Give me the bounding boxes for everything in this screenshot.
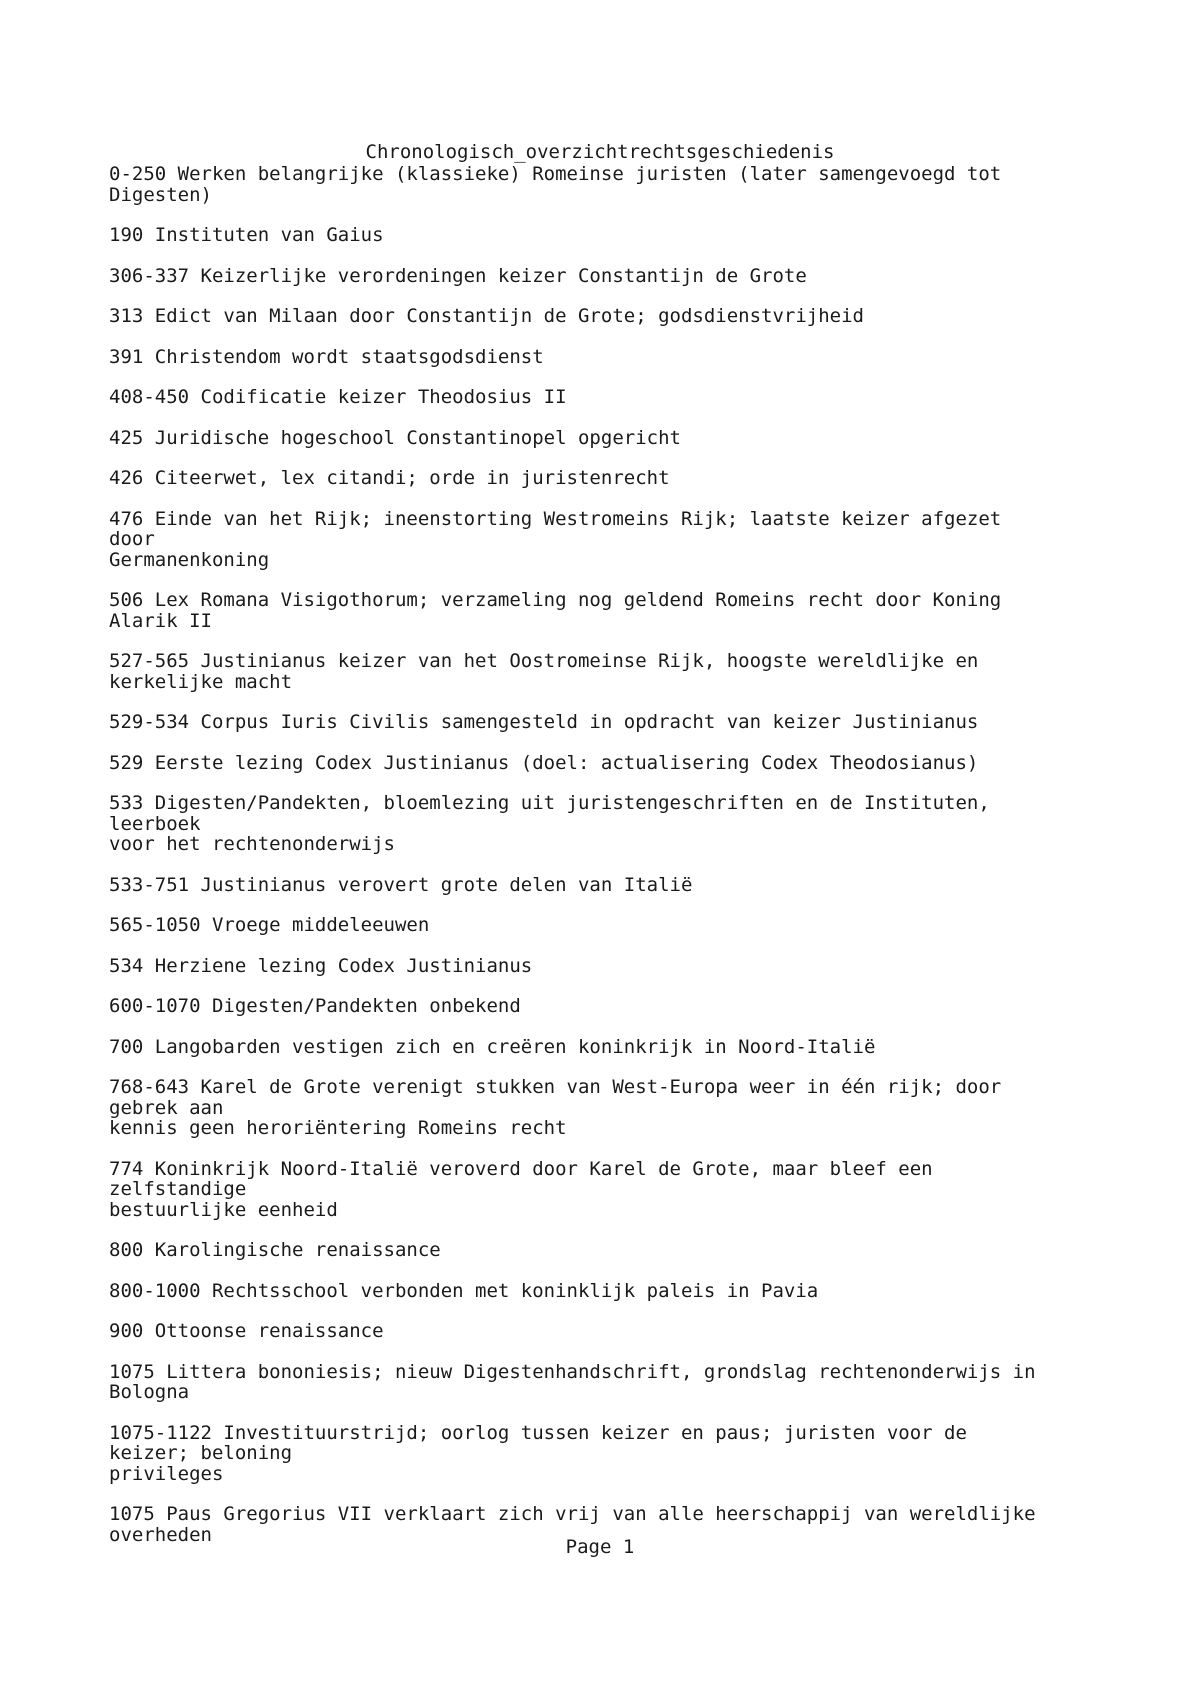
timeline-entry	[109, 266, 1119, 287]
timeline-entry	[109, 590, 1119, 631]
entry-line: overheden	[109, 1523, 212, 1546]
entry-line: 527-565 Justinianus keizer van het Oostromeinse Rijk, hoogste wereldlijke en	[109, 650, 979, 672]
entry-line: 800 Karolingische renaissance	[109, 1239, 441, 1261]
timeline-entry	[109, 387, 1119, 408]
document-title: Chronologisch_overzichtrechtsgeschiedenis	[365, 141, 835, 163]
entry-line: door	[109, 528, 155, 550]
entry-line: Bologna	[109, 1381, 190, 1403]
timeline-entry	[109, 1240, 1119, 1261]
timeline-entry	[109, 996, 1119, 1017]
entry-line: kennis geen heroriëntering Romeins recht	[109, 1117, 567, 1139]
timeline-entry	[109, 1423, 1119, 1485]
entry-line: 408-450 Codificatie keizer Theodosius II	[109, 386, 567, 408]
entry-line: 506 Lex Romana Visigothorum; verzameling nog geldend Romeins recht door Koning	[109, 589, 1002, 611]
entry-line: 700 Langobarden vestigen zich en creëren koninkrijk in Noord-Italië	[109, 1035, 876, 1058]
entry-line: 1075-1122 Investituurstrijd; oorlog tussen keizer en paus; juristen voor de	[109, 1421, 967, 1444]
entry-line: 1075 Paus Gregorius VII verklaart zich vrij van alle heerschappij van wereldlijke	[109, 1503, 1036, 1525]
timeline-entry	[109, 164, 1119, 205]
entry-line: 533 Digesten/Pandekten, bloemlezing uit juristengeschriften en de Instituten,	[109, 792, 990, 814]
timeline-entry	[109, 428, 1119, 449]
timeline-entry	[109, 915, 1119, 936]
entry-line: 426 Citeerwet, lex citandi; orde in juristenrecht	[109, 467, 670, 489]
timeline-entry	[109, 509, 1119, 571]
timeline-entry	[109, 793, 1119, 855]
entry-line: 533-751 Justinianus verovert grote delen van Italië	[109, 873, 693, 896]
entry-line: Digesten)	[109, 183, 212, 206]
timeline-entry	[109, 753, 1119, 774]
timeline-entry	[109, 225, 1119, 246]
timeline-entry	[109, 1362, 1119, 1403]
entry-line: kerkelijke macht	[109, 670, 293, 693]
timeline-entry	[109, 1281, 1119, 1302]
timeline-entry	[109, 1321, 1119, 1342]
entry-line: 306-337 Keizerlijke verordeningen keizer Constantijn de Grote	[109, 264, 807, 287]
entry-line: 800-1000 Rechtsschool verbonden met koninklijk paleis in Pavia	[109, 1279, 819, 1302]
entry-line: 565-1050 Vroege middeleeuwen	[109, 914, 430, 936]
entry-line: bestuurlijke eenheid	[109, 1198, 338, 1221]
entry-line: Germanenkoning	[109, 548, 270, 571]
timeline-entries	[109, 164, 1119, 1565]
entry-line: privileges	[109, 1462, 224, 1485]
entry-line: keizer; beloning	[109, 1442, 293, 1464]
entry-line: leerboek	[109, 812, 201, 835]
entry-line: gebrek aan	[109, 1096, 224, 1119]
entry-line: 1075 Littera bononiesis; nieuw Digestenhandschrift, grondslag rechtenonderwijs in	[109, 1360, 1036, 1383]
entry-line: 0-250 Werken belangrijke (klassieke) Romeinse juristen (later samengevoegd tot	[109, 163, 1002, 185]
entry-line: 476 Einde van het Rijk; ineenstorting Westromeins Rijk; laatste keizer afgezet	[109, 507, 1002, 530]
entry-line: 900 Ottoonse renaissance	[109, 1320, 384, 1342]
entry-line: 529 Eerste lezing Codex Justinianus (doel: actualisering Codex Theodosianus)	[109, 751, 979, 774]
timeline-entry	[109, 956, 1119, 977]
timeline-entry	[109, 306, 1119, 327]
entry-line: 391 Christendom wordt staatsgodsdienst	[109, 345, 544, 368]
page-number: Page 1	[565, 1536, 635, 1558]
entry-line: 529-534 Corpus Iuris Civilis samengesteld in opdracht van keizer Justinianus	[109, 711, 979, 733]
timeline-entry	[109, 347, 1119, 368]
entry-line: 768-643 Karel de Grote verenigt stukken van West-Europa weer in één rijk; door	[109, 1076, 1002, 1098]
entry-line: 774 Koninkrijk Noord-Italië veroverd door Karel de Grote, maar bleef een	[109, 1157, 933, 1180]
timeline-entry	[109, 468, 1119, 489]
timeline-entry	[109, 1037, 1119, 1058]
entry-line: voor het rechtenonderwijs	[109, 833, 395, 855]
timeline-entry	[109, 1159, 1119, 1221]
timeline-entry	[109, 875, 1119, 896]
entry-line: Alarik II	[109, 609, 212, 632]
timeline-entry	[109, 1077, 1119, 1139]
timeline-entry	[109, 651, 1119, 692]
entry-line: 425 Juridische hogeschool Constantinopel opgericht	[109, 426, 681, 449]
timeline-entry	[109, 712, 1119, 733]
entry-line: 534 Herziene lezing Codex Justinianus	[109, 954, 533, 977]
entry-line: 600-1070 Digesten/Pandekten onbekend	[109, 995, 521, 1017]
entry-line: 313 Edict van Milaan door Constantijn de Grote; godsdienstvrijheid	[109, 305, 864, 327]
entry-line: 190 Instituten van Gaius	[109, 224, 384, 246]
entry-line: zelfstandige	[109, 1178, 247, 1200]
